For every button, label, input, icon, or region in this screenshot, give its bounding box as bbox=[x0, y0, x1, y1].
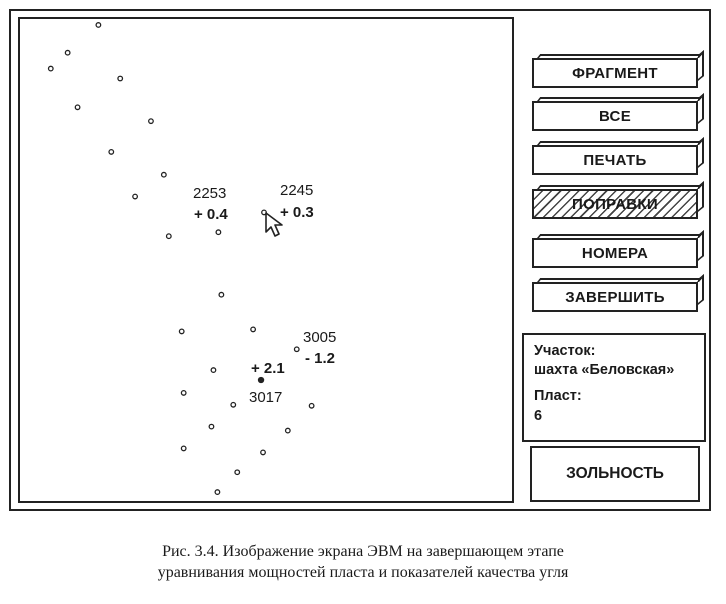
data-point[interactable] bbox=[179, 329, 184, 334]
data-point[interactable] bbox=[109, 150, 114, 155]
data-point[interactable] bbox=[216, 230, 221, 235]
point-correction-label: + 0.4 bbox=[194, 206, 228, 223]
data-point[interactable] bbox=[219, 292, 224, 297]
data-point[interactable] bbox=[96, 23, 101, 28]
caption-line-2: уравнивания мощностей пласта и показателей качества угля bbox=[157, 564, 569, 581]
caption-line-1: Рис. 3.4. Изображение экрана ЭВМ на завершающем этапе bbox=[162, 543, 564, 560]
site-value: шахта «Беловская» bbox=[534, 362, 675, 378]
ash-content-button[interactable]: ЗОЛЬНОСТЬ bbox=[530, 446, 700, 502]
data-point[interactable] bbox=[49, 66, 54, 71]
data-point[interactable] bbox=[149, 119, 154, 124]
print-button[interactable]: ПЕЧАТЬ bbox=[532, 145, 698, 175]
all-button[interactable]: ВСЕ bbox=[532, 101, 698, 131]
data-point[interactable] bbox=[209, 424, 214, 429]
data-point[interactable] bbox=[251, 327, 256, 332]
seam-value: 6 bbox=[534, 408, 543, 424]
data-point[interactable] bbox=[65, 50, 70, 55]
data-plot-area[interactable] bbox=[18, 17, 514, 503]
data-point[interactable] bbox=[167, 234, 172, 239]
data-point[interactable] bbox=[118, 76, 123, 81]
data-point[interactable] bbox=[211, 368, 216, 373]
figure-caption bbox=[0, 541, 726, 583]
data-point[interactable] bbox=[181, 446, 186, 451]
data-point[interactable] bbox=[181, 391, 186, 396]
data-point[interactable] bbox=[261, 450, 266, 455]
data-point[interactable] bbox=[133, 194, 138, 199]
point-correction-label: + 2.1 bbox=[251, 360, 285, 377]
data-point[interactable] bbox=[286, 428, 291, 433]
point-number-label: 3017 bbox=[249, 389, 283, 406]
point-correction-label: + 0.3 bbox=[280, 204, 314, 221]
seam-label: Пласт: bbox=[534, 388, 582, 404]
finish-button[interactable]: ЗАВЕРШИТЬ bbox=[532, 282, 698, 312]
fragment-button[interactable]: ФРАГМЕНТ bbox=[532, 58, 698, 88]
mouse-pointer-icon bbox=[265, 212, 289, 240]
data-point[interactable] bbox=[162, 172, 167, 177]
site-label: Участок: bbox=[534, 343, 596, 359]
data-point[interactable] bbox=[294, 347, 299, 352]
points-canvas bbox=[20, 19, 512, 501]
data-point[interactable] bbox=[215, 490, 220, 495]
point-number-label: 2253 bbox=[193, 185, 227, 202]
site-info-panel bbox=[522, 333, 706, 442]
point-number-label: 2245 bbox=[280, 182, 314, 199]
selected-data-point[interactable] bbox=[258, 377, 264, 383]
numbers-button[interactable]: НОМЕРА bbox=[532, 238, 698, 268]
data-point[interactable] bbox=[309, 404, 314, 409]
corrections-button[interactable]: ПОПРАВКИ bbox=[532, 189, 698, 219]
point-correction-label: - 1.2 bbox=[305, 350, 336, 367]
data-point[interactable] bbox=[231, 403, 236, 408]
point-number-label: 3005 bbox=[303, 329, 337, 346]
data-point[interactable] bbox=[75, 105, 80, 110]
data-point[interactable] bbox=[235, 470, 240, 475]
